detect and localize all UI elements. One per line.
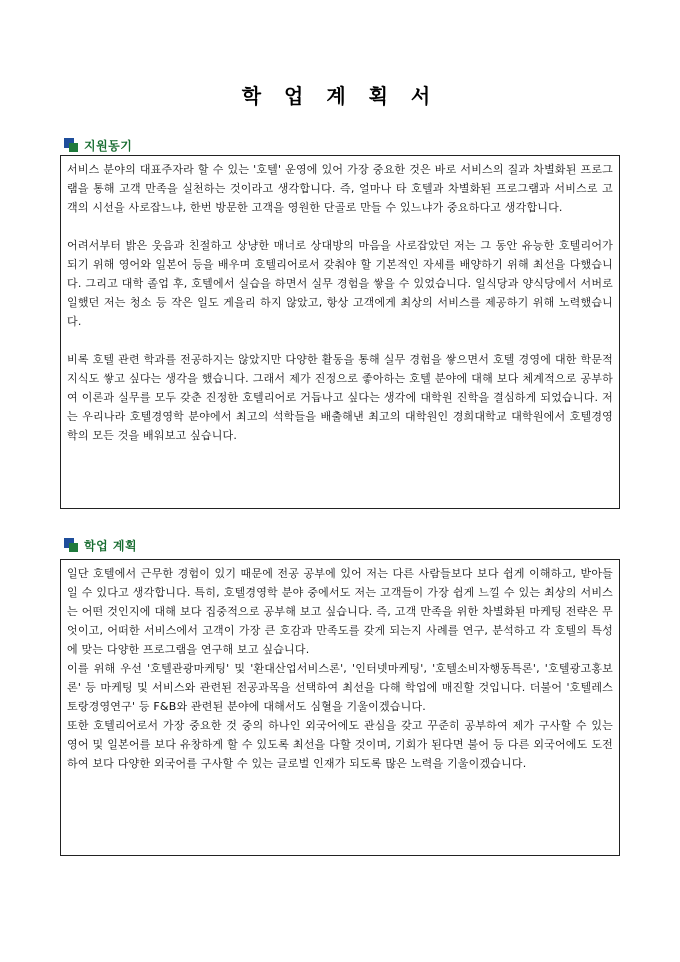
bullet-square-icon [64, 538, 78, 552]
study-plan-text-box [60, 559, 620, 856]
paragraph: 어려서부터 밝은 웃음과 친절하고 상냥한 매너로 상대방의 마음을 사로잡았던 저는 그 동안 유능한 호텔리어가 되기 위해 영어와 일본어 등을 배우며 호텔리어로서 갖춰야 할 기본적인 자세를 배양하기 위해 최선을 다했습니다. 그리고 대학 졸업 후, 호텔에서 실습을 하면서 실무 경험을 쌓을 수 있었습니다. 일식당과 양식당에서 서버로 일했던 저는 청소 등 작은 일도 게을리 하지 않았고, 항상 고객에게 최상의 서비스를 제공하기 위해 노력했습니다. [67, 239, 613, 328]
paragraph: 또한 호텔리어로서 가장 중요한 것 중의 하나인 외국어에도 관심을 갖고 꾸준히 공부하여 제가 구사할 수 있는 영어 및 일본어를 보다 유창하게 할 수 있도록 최선을 다할 것이며, 기회가 된다면 불어 등 다른 외국어에도 도전하여 보다 다양한 외국어를 구사할 수 있는 글로벌 인재가 되도록 많은 노력을 기울이겠습니다. [67, 719, 613, 770]
paragraph: 일단 호텔에서 근무한 경험이 있기 때문에 전공 공부에 있어 저는 다른 사람들보다 보다 쉽게 이해하고, 받아들일 수 있다고 생각합니다. 특히, 호텔경영학 분야 중에서도 저는 고객들이 가장 쉽게 느낄 수 있는 최상의 서비스는 어떤 것인지에 대해 보다 집중적으로 공부해 보고 싶습니다. 즉, 고객 만족을 위한 차별화된 마케팅 전략은 무엇이고, 어떠한 서비스에서 고객이 가장 큰 호감과 만족도를 갖게 되는지 사례를 연구, 분석하고 각 호텔의 특성에 맞는 다양한 프로그램을 연구해 보고 싶습니다. [67, 567, 613, 656]
paragraph: 비록 호텔 관련 학과를 전공하지는 않았지만 다양한 활동을 통해 실무 경험을 쌓으면서 호텔 경영에 대한 학문적 지식도 쌓고 싶다는 생각을 했습니다. 그래서 제가 진정으로 좋아하는 호텔 분야에 대해 보다 체계적으로 공부하여 이론과 실무를 모두 갖춘 진정한 호텔리어로 거듭나고 싶다는 생각에 대학원 진학을 결심하게 되었습니다. 저는 우리나라 호텔경영학 분야에서 최고의 석학들을 배출해낸 최고의 대학원인 경희대학교 대학원에서 호텔경영학의 모든 것을 배워보고 싶습니다. [67, 353, 613, 442]
section-heading-motivation [64, 136, 132, 154]
section-heading-study-plan [64, 536, 137, 554]
bullet-square-icon [64, 138, 78, 152]
paragraph: 서비스 분야의 대표주자라 할 수 있는 '호텔' 운영에 있어 가장 중요한 것은 바로 서비스의 질과 차별화된 프로그램을 통해 고객 만족을 실천하는 것이라고 생각합니다. 즉, 얼마나 타 호텔과 차별화된 프로그램과 서비스로 고객의 시선을 사로잡느냐, 한번 방문한 고객을 영원한 단골로 만들 수 있느냐가 중요하다고 생각합니다. [67, 163, 613, 214]
paragraph: 이를 위해 우선 '호텔관광마케팅' 및 '환대산업서비스론', '인터넷마케팅', '호텔소비자행동특론', '호텔광고홍보론' 등 마케팅 및 서비스와 관련된 전공과목을 선택하여 최선을 다해 학업에 매진할 것입니다. 더불어 '호텔레스토랑경영연구' 등 F&B와 관련된 분야에 대해서도 심혈을 기울이겠습니다. [67, 662, 613, 713]
section-title: 학업 계획 [84, 538, 138, 553]
motivation-text-box [60, 155, 620, 509]
section-title: 지원동기 [84, 138, 133, 153]
document-title: 학 업 계 획 서 [241, 84, 439, 108]
